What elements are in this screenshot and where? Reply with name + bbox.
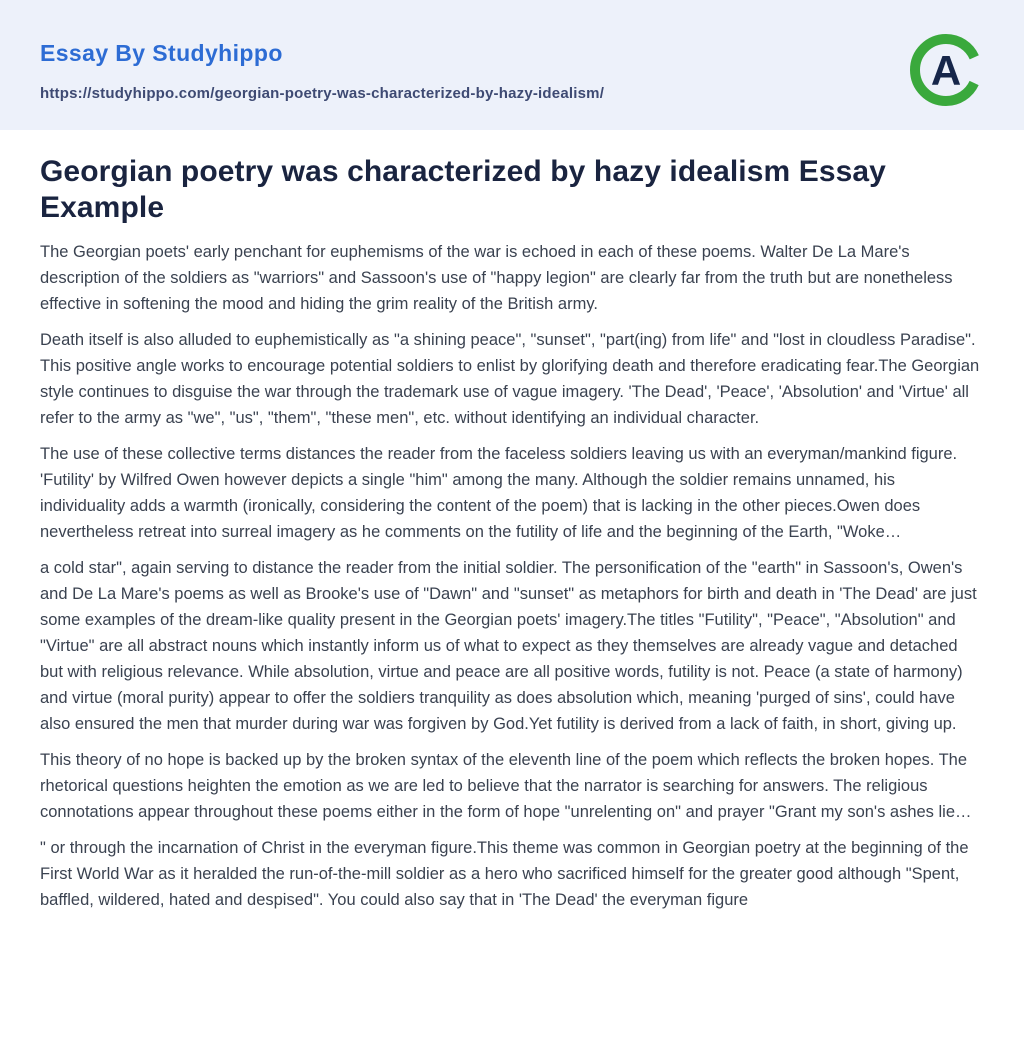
page-header: [0, 0, 1024, 130]
essay-paragraph: Death itself is also alluded to euphemistically as "a shining peace", "sunset", "part(ing) from life" and "lost in cloudless Paradise". This positive angle works to encourage potential soldiers to enlist by glorifying death and therefore eradicating fear.The Georgian style continues to disguise the war through the trademark use of vague imagery. 'The Dead', 'Peace', 'Absolution' and 'Virtue' all refer to the army as "we", "us", "them", "these men", etc. without identifying an individual character.: [40, 331, 980, 427]
essay-paragraph: This theory of no hope is backed up by the broken syntax of the eleventh line of the poem which reflects the broken hopes. The rhetorical questions heighten the emotion as we are led to believe that the narrator is searching for answers. The religious connotations appear throughout these poems either in the form of hope "unrelenting on" and prayer "Grant my son's ashes lie…: [40, 751, 972, 821]
essay-paragraph: " or through the incarnation of Christ in the everyman figure.This theme was common in Georgian poetry at the beginning of the First World War as it heralded the run-of-the-mill soldier as a hero who sacrificed himself for the greater good although "Spent, baffled, wildered, hated and despised". You could also say that in 'The Dead' the everyman figure: [40, 839, 969, 909]
logo-a-icon: [908, 32, 984, 108]
essay-body: [40, 239, 984, 913]
essay-paragraph: a cold star", again serving to distance the reader from the initial soldier. The personification of the "earth" in Sassoon's, Owen's and De La Mare's poems as well as Brooke's use of "Dawn" and "sunset" as metaphors for birth and death in 'The Dead' are just some examples of the dream-like quality present in the Georgian poets' imagery.The titles "Futility", "Peace", "Absolution" and "Virtue" are all abstract nouns which instantly inform us of what to expect as they themselves are already vague and detached but with religious relevance. While absolution, virtue and peace are all positive words, futility is not. Peace (a state of harmony) and virtue (moral purity) appear to offer the soldiers tranquility as does absolution which, meaning 'purged of sins', could have also ensured the men that murder during war was forgiven by God.Yet futility is derived from a lack of faith, in short, giving up.: [40, 559, 977, 733]
studyhippo-logo: [908, 32, 984, 108]
site-title: Essay By Studyhippo: [40, 40, 283, 66]
essay-paragraph: The Georgian poets' early penchant for euphemisms of the war is echoed in each of these poems. Walter De La Mare's description of the soldiers as "warriors" and Sassoon's use of "happy legion" are clearly far from the truth but are nonetheless effective in softening the mood and hiding the grim reality of the British army.: [40, 243, 953, 313]
logo-letter: A: [930, 47, 962, 94]
page-url: https://studyhippo.com/georgian-poetry-was-characterized-by-hazy-idealism/: [40, 85, 605, 102]
essay-content: [0, 130, 1024, 953]
header-text-block: [40, 32, 604, 102]
essay-title: Georgian poetry was characterized by hazy idealism Essay Example: [40, 155, 886, 224]
essay-paragraph: The use of these collective terms distances the reader from the faceless soldiers leaving us with an everyman/mankind figure. 'Futility' by Wilfred Owen however depicts a single "him" among the many. Although the soldier remains unnamed, his individuality adds a warmth (ironically, considering the content of the poem) that is lacking in the other pieces.Owen does nevertheless retreat into surreal imagery as he comments on the futility of life and the beginning of the Earth, "Woke…: [40, 445, 958, 541]
